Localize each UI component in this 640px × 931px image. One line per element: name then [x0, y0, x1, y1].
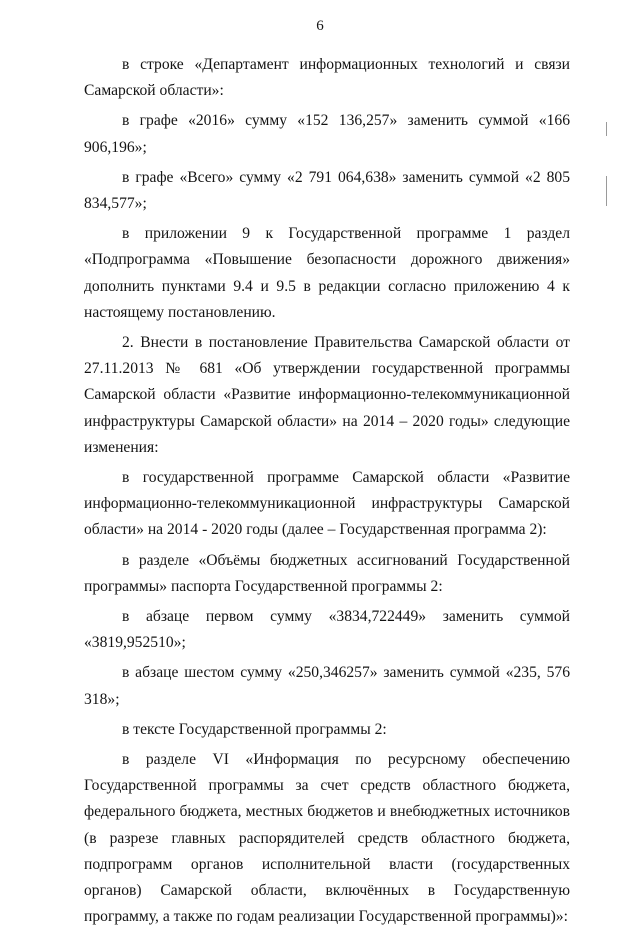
paragraph-section-vi: в разделе VI «Информация по ресурсному обеспечению Государственной программы за счет средств областного бюджета, федерального бюджета, местных бюджетов и внебюджетных источников (в разрезе главных распорядителей средств областного бюджета, подпрограмм органов исполнительной власти (государственных органов) Самарской области, включённых в Государственную программу, а также по годам реализации Государственной программы)»:	[84, 751, 570, 926]
paragraph-department-row: в строке «Департамент информационных технологий и связи Самарской области»:	[84, 56, 570, 100]
page-number: 6	[316, 18, 324, 34]
paragraph-sixth-clause: в абзаце шестом сумму «250,346257» заменить суммой «235, 576 318»;	[84, 664, 570, 708]
paragraph-column-total: в графе «Всего» сумму «2 791 064,638» заменить суммой «2 805 834,577»;	[84, 168, 570, 213]
paragraph-appendix-9: в приложении 9 к Государственной программе 1 раздел «Подпрограмма «Повышение безопасности дорожного движения» дополнить пунктами 9.4 и 9.5 в редакции согласно приложению 4 к настоящему постановлению.	[84, 225, 570, 321]
paragraph-column-2016: в графе «2016» сумму «152 136,257» заменить суммой «166 906,196»;	[84, 112, 570, 156]
document-body	[84, 52, 570, 931]
paragraph-program-text: в тексте Государственной программы 2:	[122, 720, 387, 738]
paragraph-state-program-2: в государственной программе Самарской области «Развитие информационно-телекоммуникационной инфраструктуры Самарской области» на 2014 - 2020 годы (далее – Государственная программа 2):	[84, 469, 570, 539]
paragraph-first-clause: в абзаце первом сумму «3834,722449» заменить суммой «3819,952510»;	[84, 608, 570, 652]
paragraph-budget-section: в разделе «Объёмы бюджетных ассигнований Государственной программы» паспорта Государственной программы 2:	[84, 551, 570, 595]
paragraph-amend-resolution-681: 2. Внести в постановление Правительства Самарской области от 27.11.2013 № 681 «Об утверждении государственной программы Самарской области «Развитие информационно-телекоммуникационной инфраструктуры Самарской области» на 2014 – 2020 годы» следующие изменения:	[84, 334, 570, 456]
scan-artifact-mark	[606, 176, 607, 206]
scan-artifact-mark	[606, 122, 607, 136]
